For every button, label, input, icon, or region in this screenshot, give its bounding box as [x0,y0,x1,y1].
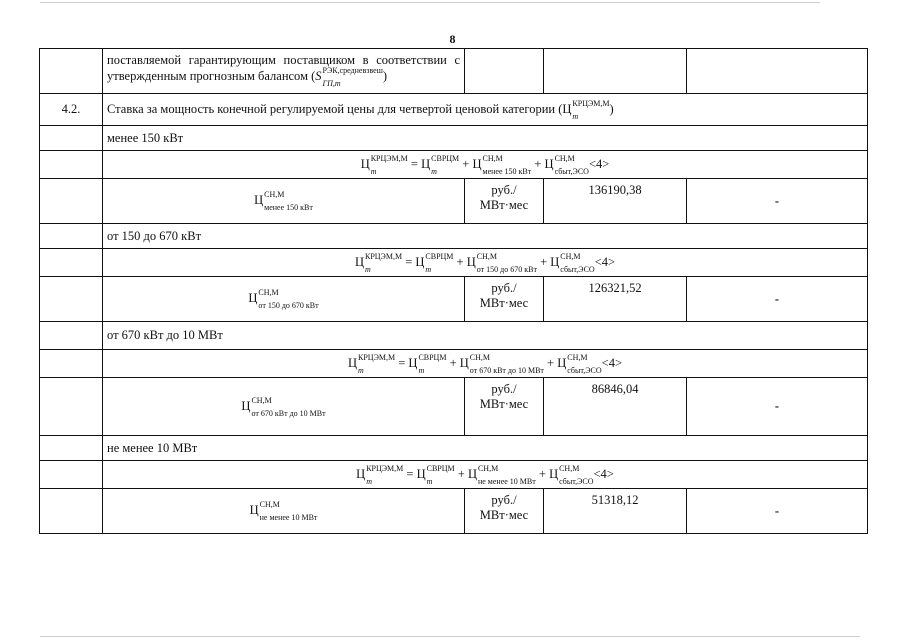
group-formula [103,151,868,179]
rate-symbol-indices [264,192,313,210]
group-label: не менее 10 МВт [103,436,868,461]
page-number: 8 [449,32,456,46]
formula-term1-indices [418,352,447,375]
unit-line2: МВт·мес [479,397,529,411]
empty-number-cell [40,489,103,534]
empty-number-cell [40,461,103,489]
formula-lhs-indices [370,153,408,176]
groups-body [40,126,868,534]
unit-line1: руб./ [491,183,517,197]
unit-line2: МВт·мес [479,296,529,310]
formula-term1-sub: m [426,476,433,486]
section-title-sup: КРЦЭМ,М [572,98,610,108]
formula-plus: + [543,355,558,370]
formula-lhs-sub: m [364,264,371,274]
rate-symbol-indices [260,502,318,520]
formula-term1-base: Ц [415,254,425,269]
formula-term1-sub: m [425,264,432,274]
group-value: 51318,12 [544,489,687,534]
group-dash: - [687,378,868,436]
continuation-text [103,49,465,94]
empty-number-cell [40,322,103,350]
formula-term3-sup: СН,М [567,352,588,362]
empty-number-cell [40,126,103,151]
formula-term1-base: Ц [421,156,431,171]
group-symbol [103,489,465,534]
formula-term2-indices [476,251,537,274]
empty-extra-cell [687,49,868,94]
formula-term2-indices [477,463,536,486]
group-symbol [103,179,465,224]
rate-symbol-indices [258,290,318,308]
formula-lhs-indices [364,251,403,274]
formula-term2-indices [469,352,544,375]
unit-line1: руб./ [491,493,517,507]
formula-lhs-sup: КРЦЭМ,М [366,463,404,473]
group-formula-row [40,151,868,179]
scan-edge-bottom [40,636,860,637]
formula-plus: + [446,355,460,370]
rate-symbol-sub: от 670 кВт до 10 МВт [251,408,326,418]
formula-term2-base: Ц [467,466,477,481]
formula-term1-indices [431,153,460,176]
group-label-row [40,436,868,461]
empty-number-cell [40,436,103,461]
section-title [103,94,868,126]
rate-symbol-sup: СН,М [251,395,272,405]
empty-value-cell [544,49,687,94]
formula-term2-sup: СН,М [482,153,503,163]
section-title-indices [572,98,610,121]
formula-lhs-sub: m [370,166,377,176]
formula-term3-sub: сбыт,ЭСО [567,365,602,375]
scan-edge-top [40,2,820,3]
formula-term1-sub: m [418,365,425,375]
rate-symbol-base: Ц [249,502,259,517]
unit-line1: руб./ [491,281,517,295]
empty-number-cell [40,179,103,224]
group-formula-row [40,249,868,277]
formula-term1-base: Ц [416,466,426,481]
formula-lhs-base: Ц [356,466,366,481]
unit-line2: МВт·мес [479,508,529,522]
formula-plus: + [453,254,467,269]
formula-term1-indices [426,463,455,486]
formula-plus: + [459,156,473,171]
formula-term3-indices [560,251,595,274]
group-unit [465,489,544,534]
formula-term3-sub: сбыт,ЭСО [554,166,589,176]
balance-symbol-sup: РЭК,средневзвеш [322,66,383,75]
group-formula [103,461,868,489]
balance-symbol-sub: ГП,m [322,79,341,88]
formula-term2-indices [482,153,532,176]
unit-line1: руб./ [491,382,517,396]
formula-lhs-sub: m [366,476,372,486]
section-title-symbol: Ц [562,101,572,116]
rate-symbol-sub: менее 150 кВт [264,203,313,212]
group-dash: - [687,277,868,322]
group-label-row [40,126,868,151]
section-title-sub: m [572,111,579,121]
group-unit [465,378,544,436]
formula-note: <4> [601,355,623,370]
section-title-close: ) [609,101,614,116]
formula-eq: = [403,466,417,481]
unit-line2: МВт·мес [479,198,529,212]
group-formula [103,249,868,277]
empty-unit-cell [465,49,544,94]
group-label: менее 150 кВт [103,126,868,151]
formula-term2-sub: менее 150 кВт [482,166,532,176]
group-value-row [40,489,868,534]
group-formula-row [40,350,868,378]
formula-term2-sup: СН,М [476,251,497,261]
rate-symbol-base: Ц [248,290,258,305]
rate-symbol-sub: от 150 до 670 кВт [258,301,319,310]
formula-term2-base: Ц [459,355,469,370]
section-title-text: Ставка за мощность конечной регулируемой цены для четвертой ценовой категории ( [107,101,563,116]
empty-number-cell [40,249,103,277]
formula-term3-indices [559,463,594,486]
rate-symbol-base: Ц [254,192,264,207]
group-value-row [40,378,868,436]
formula-term1-sup: СВРЦМ [418,352,447,362]
continuation-close: ) [382,68,388,83]
empty-number-cell [40,277,103,322]
group-label-row [40,224,868,249]
formula-term3-indices [567,352,602,375]
formula-plus: + [535,466,550,481]
formula-eq: = [395,355,409,370]
formula-term2-sup: СН,М [469,352,491,362]
rate-symbol-base: Ц [241,398,251,413]
formula-lhs-sub: m [358,365,364,375]
formula-eq: = [407,156,422,171]
formula-note: <4> [593,466,614,481]
empty-number-cell [40,378,103,436]
group-symbol [103,378,465,436]
formula-lhs-base: Ц [360,156,370,171]
formula-plus: + [454,466,468,481]
formula-lhs-indices [358,352,396,375]
formula-lhs-base: Ц [354,254,364,269]
formula-term3-base: Ц [549,466,559,481]
formula-note: <4> [588,156,610,171]
balance-symbol: S [315,68,322,83]
group-unit [465,277,544,322]
formula-term1-sub: m [431,166,437,176]
rate-symbol-sub: не менее 10 МВт [259,513,318,522]
formula-plus: + [536,254,551,269]
formula-plus: + [531,156,545,171]
formula-term3-indices [554,153,589,176]
group-value: 126321,52 [544,277,687,322]
group-value-row [40,179,868,224]
rate-symbol-sup: СН,М [259,500,280,509]
formula-term3-base: Ц [544,156,554,171]
formula-term3-sup: СН,М [559,463,580,473]
group-dash: - [687,489,868,534]
section-number: 4.2. [40,94,103,126]
formula-term2-base: Ц [472,156,482,171]
formula-term1-sup: СВРЦМ [431,153,460,163]
group-label: от 670 кВт до 10 МВт [103,322,868,350]
formula-note: <4> [594,254,616,269]
formula-lhs-indices [366,463,404,486]
formula-term2-base: Ц [466,254,476,269]
group-value: 86846,04 [544,378,687,436]
continuation-row [40,49,868,94]
formula-term1-indices [425,251,454,274]
group-dash: - [687,179,868,224]
empty-number-cell [40,224,103,249]
formula-term2-sup: СН,М [477,463,499,473]
formula-lhs-sup: КРЦЭМ,М [364,251,403,261]
empty-number-cell [40,151,103,179]
formula-term3-sub: сбыт,ЭСО [560,264,595,274]
formula-lhs-sup: КРЦЭМ,М [358,352,396,362]
group-unit [465,179,544,224]
empty-number-cell [40,350,103,378]
group-formula-row [40,461,868,489]
formula-term3-sup: СН,М [554,153,575,163]
formula-term1-base: Ц [408,355,418,370]
formula-term2-sub: не менее 10 МВт [477,476,536,486]
group-value-row [40,277,868,322]
rate-symbol-sup: СН,М [258,288,279,297]
rate-symbol-sup: СН,М [264,190,285,199]
section-row [40,94,868,126]
formula-term3-sub: сбыт,ЭСО [559,476,594,486]
group-label: от 150 до 670 кВт [103,224,868,249]
formula-term2-sub: от 670 кВт до 10 МВт [469,365,544,375]
empty-number-cell [40,49,103,94]
formula-term3-base: Ц [557,355,567,370]
group-symbol [103,277,465,322]
balance-symbol-indices [323,68,383,86]
formula-term2-sub: от 150 до 670 кВт [476,264,537,274]
formula-eq: = [402,254,416,269]
group-formula [103,350,868,378]
formula-term1-sup: СВРЦМ [426,463,455,473]
formula-term1-sup: СВРЦМ [425,251,454,261]
formula-lhs-base: Ц [347,355,358,370]
continuation-text-body: поставляемой гарантирующим поставщиком в соответствии с утвержденным прогнозным балансом ( [107,53,460,83]
rate-symbol-indices [251,395,326,418]
tariff-table [39,48,868,534]
formula-term3-sup: СН,М [560,251,581,261]
formula-term3-base: Ц [550,254,560,269]
formula-lhs-sup: КРЦЭМ,М [370,153,408,163]
group-value: 136190,38 [544,179,687,224]
group-label-row [40,322,868,350]
